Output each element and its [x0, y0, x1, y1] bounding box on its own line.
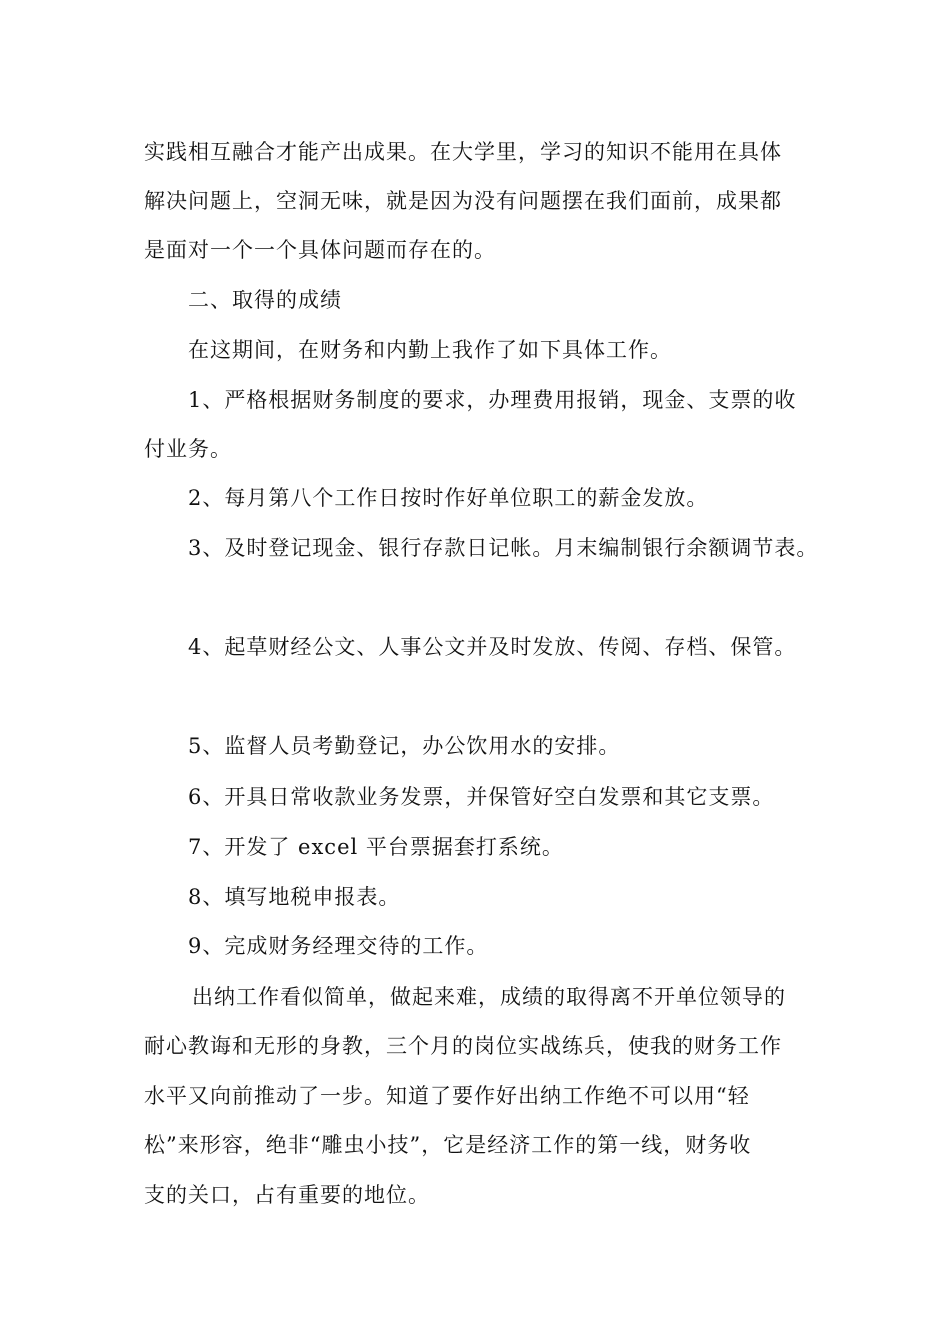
list-item-1: 1、严格根据财务制度的要求，办理费用报销，现金、支票的收	[188, 388, 797, 412]
intro-paragraph: 在这期间，在财务和内勤上我作了如下具体工作。	[188, 338, 672, 362]
closing-paragraph-line: 松”来形容，绝非“雕虫小技”，它是经济工作的第一线，财务收	[144, 1133, 752, 1157]
paragraph-line: 解决问题上，空洞无味，就是因为没有问题摆在我们面前，成果都	[144, 189, 782, 213]
section-heading: 二、取得的成绩	[188, 288, 342, 312]
list-item-9: 9、完成财务经理交待的工作。	[188, 934, 489, 958]
list-item-3: 3、及时登记现金、银行存款日记帐。月末编制银行余额调节表。	[188, 536, 819, 560]
paragraph-line: 实践相互融合才能产出成果。在大学里，学习的知识不能用在具体	[144, 140, 782, 164]
closing-paragraph-line: 支的关口，占有重要的地位。	[144, 1183, 430, 1207]
paragraph-line: 是面对一个一个具体问题而存在的。	[144, 238, 496, 262]
closing-paragraph-line: 出纳工作看似简单，做起来难，成绩的取得离不开单位领导的	[192, 985, 786, 1009]
list-item-7: 7、开发了 excel 平台票据套打系统。	[188, 835, 564, 859]
closing-paragraph-line: 耐心教诲和无形的身教，三个月的岗位实战练兵，使我的财务工作	[144, 1034, 782, 1058]
closing-paragraph-line: 水平又向前推动了一步。知道了要作好出纳工作绝不可以用“轻	[144, 1084, 750, 1108]
list-item-8: 8、填写地税申报表。	[188, 885, 401, 909]
list-item-6: 6、开具日常收款业务发票，并保管好空白发票和其它支票。	[188, 785, 775, 809]
list-item-5: 5、监督人员考勤登记，办公饮用水的安排。	[188, 734, 621, 758]
list-item-4: 4、起草财经公文、人事公文并及时发放、传阅、存档、保管。	[188, 635, 797, 659]
list-item-2: 2、每月第八个工作日按时作好单位职工的薪金发放。	[188, 486, 709, 510]
list-item-1-continued: 付业务。	[144, 437, 232, 461]
